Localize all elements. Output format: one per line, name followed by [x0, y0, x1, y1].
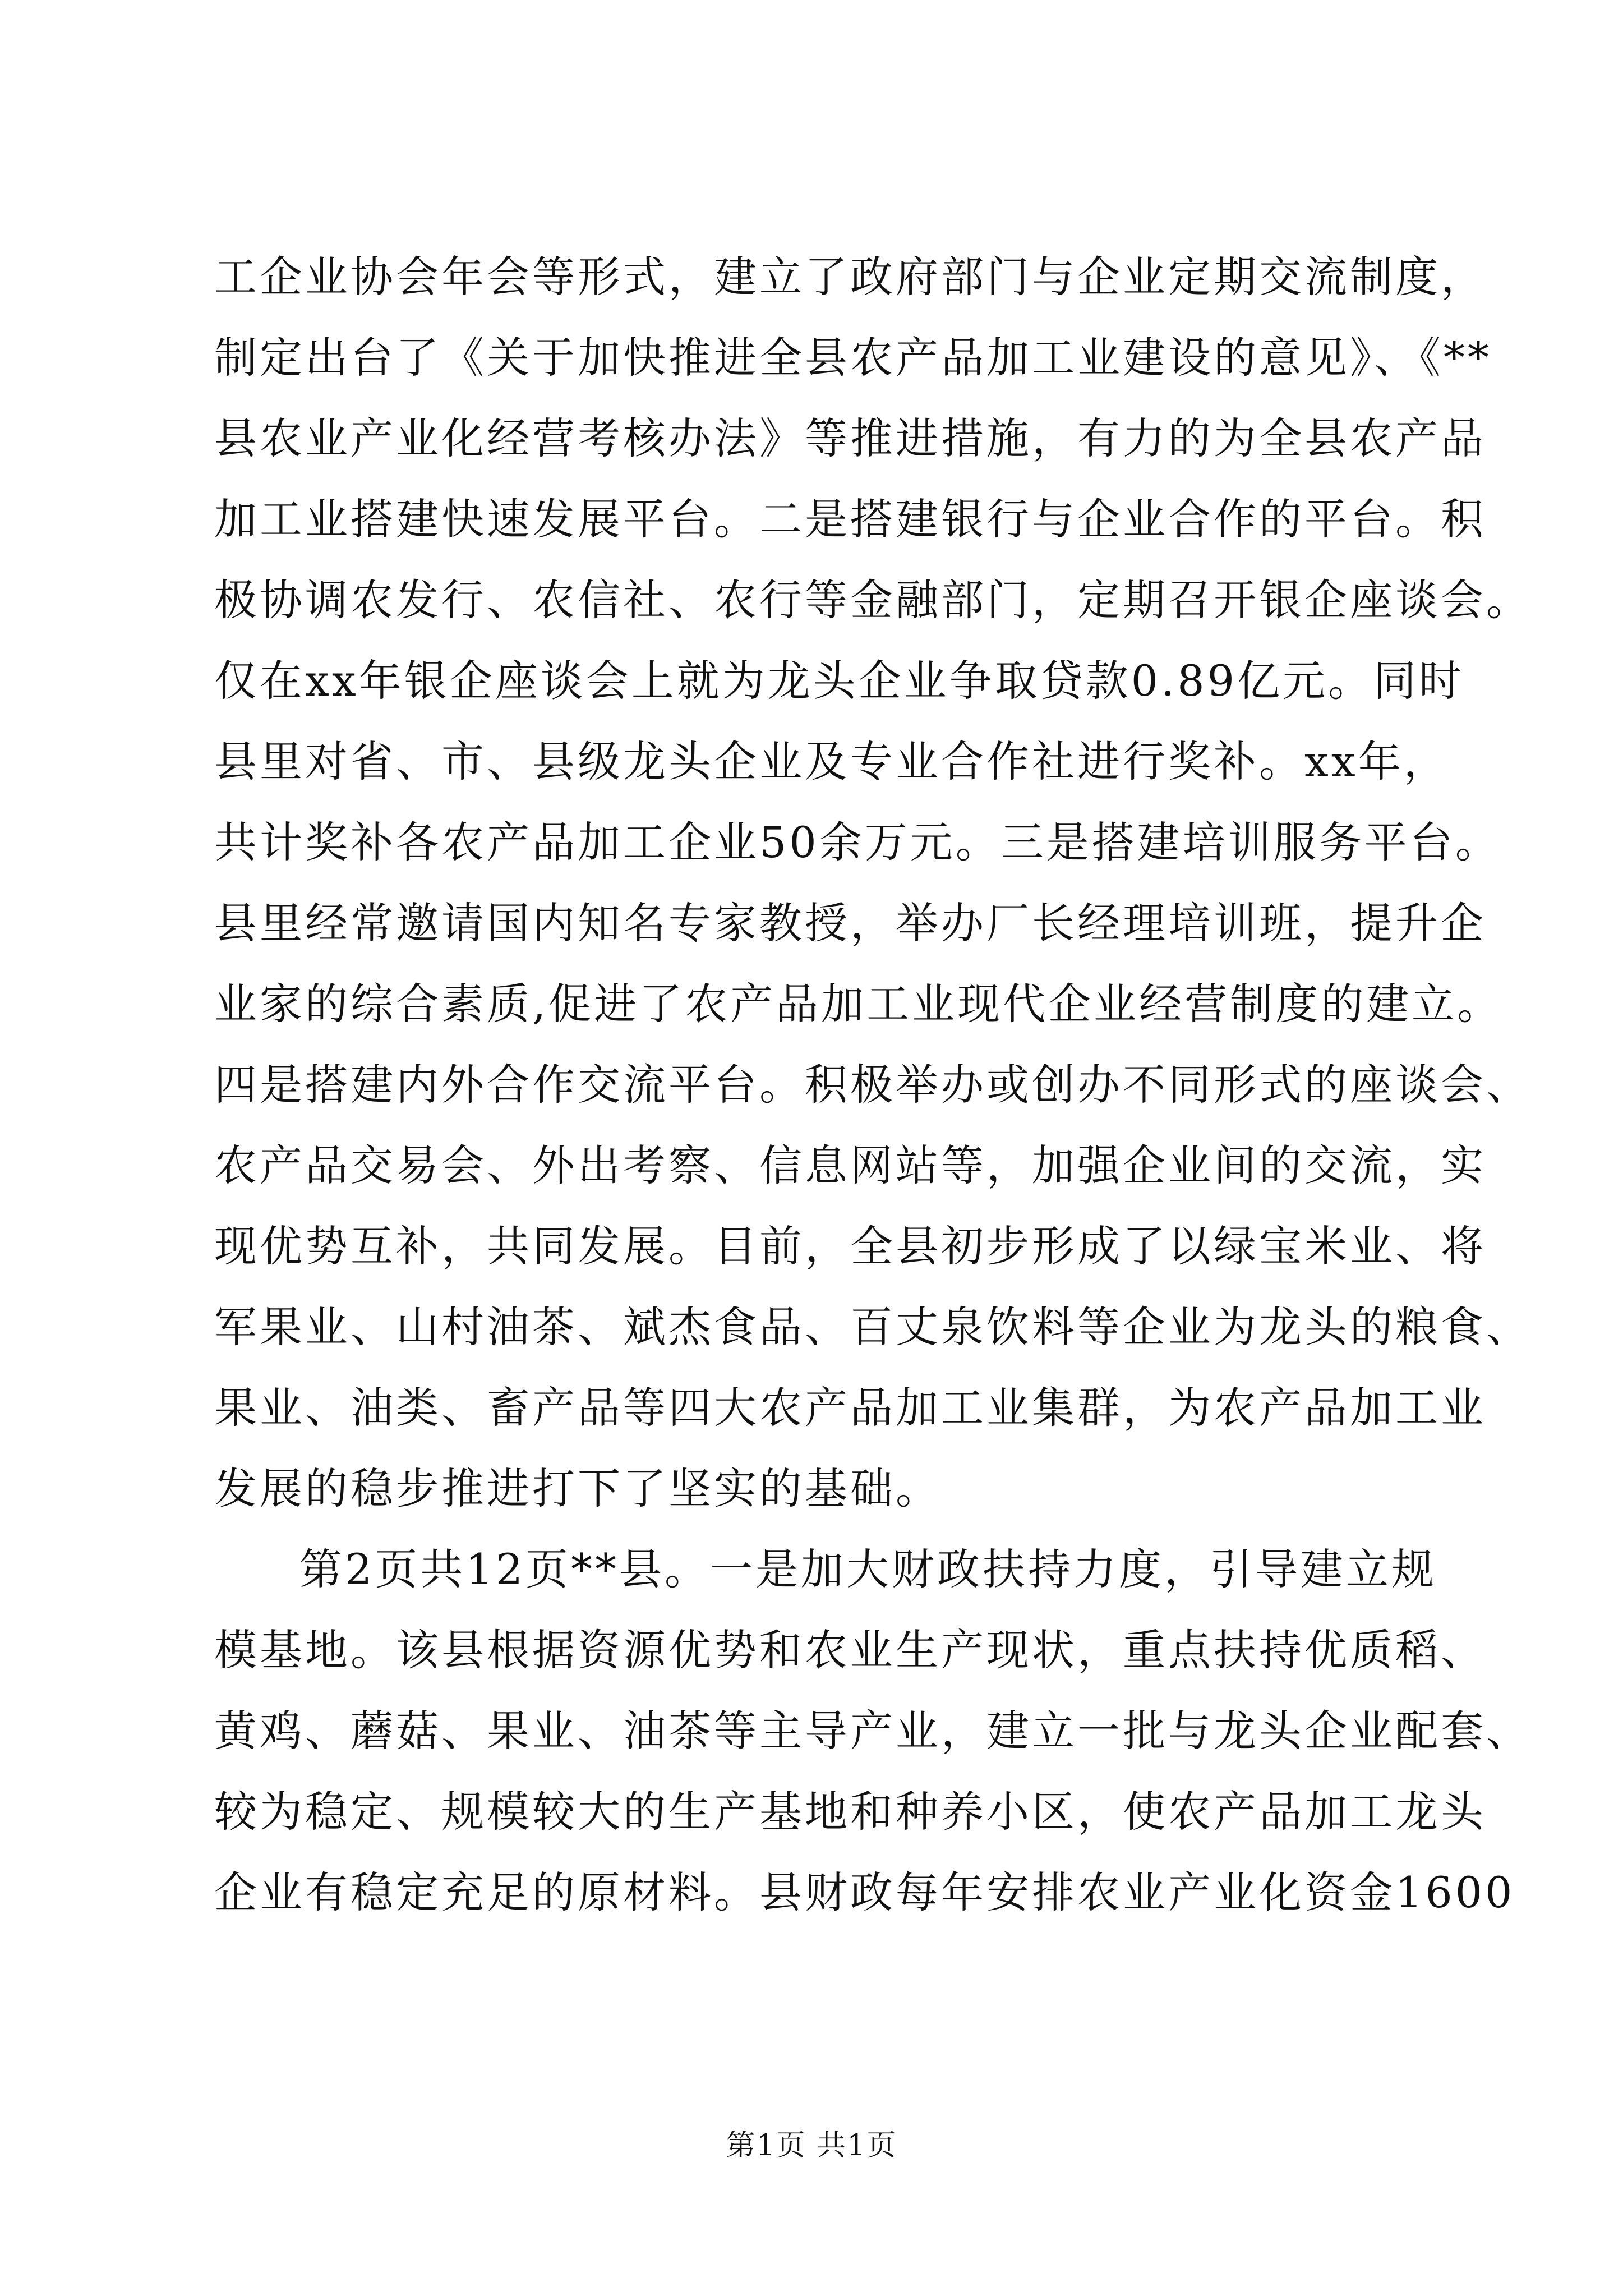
text-line-4: 加工业搭建快速发展平台。二是搭建银行与企业合作的平台。积 [214, 494, 1486, 544]
text-line-2: 制定出台了《关于加快推进全县农产品加工业建设的意见》、《** [214, 333, 1492, 383]
text-line-12: 农产品交易会、外出考察、信息网站等，加强企业间的交流，实 [214, 1140, 1486, 1190]
text-line-10: 业家的综合素质,促进了农产品加工业现代企业经营制度的建立。 [214, 979, 1503, 1029]
text-line-13: 现优势互补，共同发展。目前，全县初步形成了以绿宝米业、将 [214, 1221, 1486, 1271]
text-line-18: 模基地。该县根据资源优势和农业生产现状，重点扶持优质稻、 [214, 1625, 1486, 1675]
text-line-1: 工企业协会年会等形式，建立了政府部门与企业定期交流制度， [214, 252, 1486, 302]
text-line-3: 县农业产业化经营考核办法》等推进措施，有力的为全县农产品 [214, 413, 1486, 463]
text-line-14: 军果业、山村油茶、斌杰食品、百丈泉饮料等企业为龙头的粮食、 [214, 1302, 1532, 1352]
page-footer: 第1页 共1页 [726, 2129, 897, 2162]
text-line-21: 企业有稳定充足的原材料。县财政每年安排农业产业化资金1600 [214, 1867, 1515, 1917]
text-line-8: 共计奖补各农产品加工企业50余万元。三是搭建培训服务平台。 [214, 817, 1501, 867]
text-line-6: 仅在xx年银企座谈会上就为龙头企业争取贷款0.89亿元。同时 [214, 656, 1464, 706]
text-line-16: 发展的稳步推进打下了坚实的基础。 [214, 1464, 941, 1513]
text-line-17: 第2页共12页**县。一是加大财政扶持力度，引导建立规 [299, 1544, 1437, 1594]
text-line-19: 黄鸡、蘑菇、果业、油茶等主导产业，建立一批与龙头企业配套、 [214, 1706, 1532, 1756]
text-line-11: 四是搭建内外合作交流平台。积极举办或创办不同形式的座谈会、 [214, 1060, 1532, 1110]
text-line-20: 较为稳定、规模较大的生产基地和种养小区，使农产品加工龙头 [214, 1787, 1486, 1837]
text-line-7: 县里对省、市、县级龙头企业及专业合作社进行奖补。xx年， [214, 737, 1449, 786]
text-line-9: 县里经常邀请国内知名专家教授，举办厂长经理培训班，提升企 [214, 898, 1486, 948]
body-text [214, 237, 1532, 1933]
text-line-15: 果业、油类、畜产品等四大农产品加工业集群，为农产品加工业 [214, 1383, 1486, 1433]
text-line-5: 极协调农发行、农信社、农行等金融部门，定期召开银企座谈会。 [214, 575, 1532, 625]
